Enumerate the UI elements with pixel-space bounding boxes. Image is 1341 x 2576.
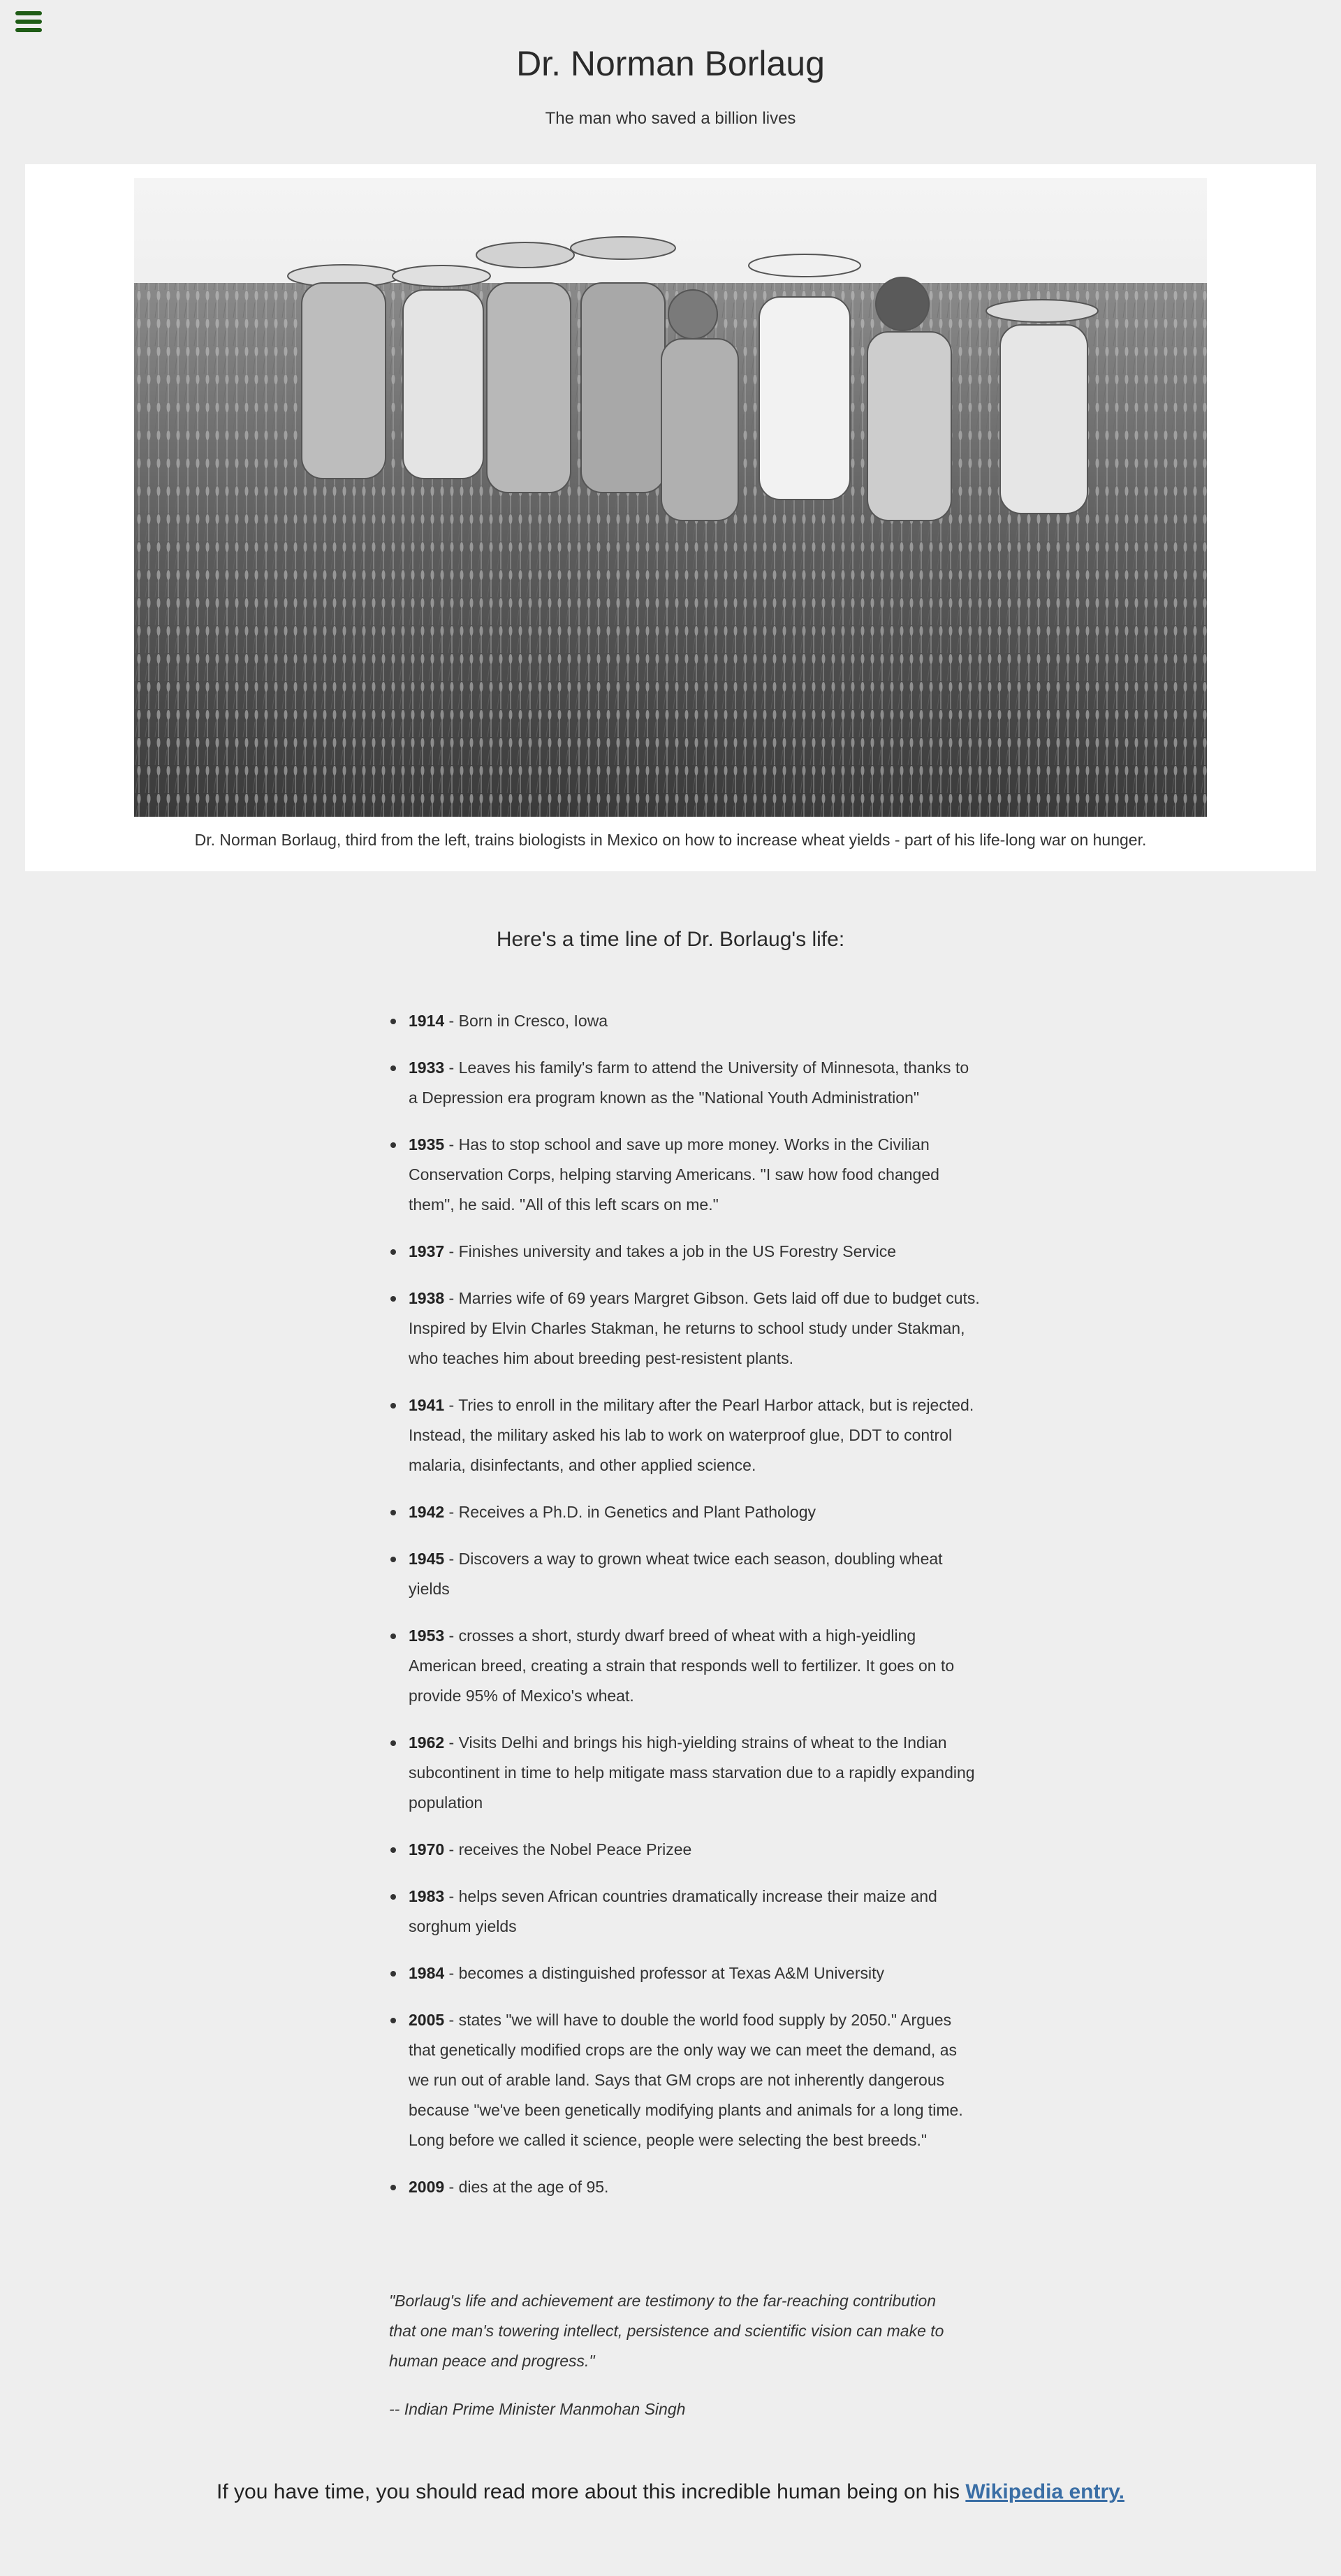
timeline-year: 1970 [409, 1840, 445, 1858]
timeline-year: 1942 [409, 1503, 445, 1521]
timeline-year: 1935 [409, 1135, 445, 1154]
timeline-text: - Marries wife of 69 years Margret Gibson. Gets laid off due to budget cuts. Inspired by Elvin Charles Stakman, he returns to school study under Stakman, who teaches him about breeding pest-resistent plants. [409, 1289, 980, 1367]
list-item [409, 1283, 981, 1374]
timeline-year: 2009 [409, 2178, 445, 2196]
figure-card [25, 164, 1316, 871]
list-item [409, 2005, 981, 2155]
footer-text: If you have time, you should read more about this incredible human being on his [217, 2480, 966, 2503]
timeline-text: - helps seven African countries dramatically increase their maize and sorghum yields [409, 1887, 937, 1935]
list-item [409, 1130, 981, 1220]
timeline-year: 1938 [409, 1289, 445, 1307]
menu-bar [15, 28, 42, 32]
timeline-year: 2005 [409, 2011, 445, 2029]
list-item [409, 1882, 981, 1942]
timeline-year: 1933 [409, 1058, 445, 1077]
list-item [409, 1237, 981, 1267]
timeline-year: 1953 [409, 1627, 445, 1645]
timeline-year: 1983 [409, 1887, 445, 1905]
timeline-heading: Here's a time line of Dr. Borlaug's life: [496, 928, 845, 951]
quote-text: "Borlaug's life and achievement are testimony to the far-reaching contribution that one man's towering intellect, persistence and scientific vision can make to human peace and progress." [389, 2292, 944, 2370]
menu-bar [15, 20, 42, 24]
wikipedia-link[interactable]: Wikipedia entry. [965, 2480, 1124, 2503]
timeline-text: - Visits Delhi and brings his high-yielding strains of wheat to the Indian subcontinent in time to help mitigate mass starvation due to a rapidly expanding population [409, 1733, 975, 1812]
hamburger-menu-icon[interactable] [15, 11, 42, 35]
photo-caption: Dr. Norman Borlaug, third from the left, trains biologists in Mexico on how to increase wheat yields - part of his life-long war on hunger. [194, 831, 1147, 849]
timeline-year: 1962 [409, 1733, 445, 1752]
timeline-text: - Has to stop school and save up more money. Works in the Civilian Conservation Corps, helping starving Americans. "I saw how food changed them", he said. "All of this left scars on me." [409, 1135, 939, 1214]
list-item [409, 1728, 981, 1818]
quote-block [389, 2286, 948, 2424]
timeline-text: - Tries to enroll in the military after the Pearl Harbor attack, but is rejected. Instead, the military asked his lab to work on waterproof glue, DDT to control malaria, disinfectants, and other applied science. [409, 1396, 974, 1474]
footer-line [0, 2480, 1341, 2504]
timeline-text: - Finishes university and takes a job in the US Forestry Service [444, 1242, 896, 1260]
list-item [409, 1544, 981, 1604]
page-title: Dr. Norman Borlaug [516, 44, 825, 83]
page-subtitle: The man who saved a billion lives [545, 109, 796, 128]
timeline-year: 1914 [409, 1012, 445, 1030]
list-item [409, 1835, 981, 1865]
timeline-text: - crosses a short, sturdy dwarf breed of wheat with a high-yeidling American breed, creating a strain that responds well to fertilizer. It goes on to provide 95% of Mexico's wheat. [409, 1627, 955, 1705]
timeline-text: - Born in Cresco, Iowa [444, 1012, 608, 1030]
timeline-year: 1937 [409, 1242, 445, 1260]
list-item [409, 1390, 981, 1480]
list-item [409, 1958, 981, 1988]
quote-attribution: -- Indian Prime Minister Manmohan Singh [389, 2400, 686, 2418]
menu-bar [15, 11, 42, 15]
timeline-year: 1941 [409, 1396, 445, 1414]
timeline-text: - receives the Nobel Peace Prizee [444, 1840, 692, 1858]
timeline-text: - Leaves his family's farm to attend the University of Minnesota, thanks to a Depression era program known as the "National Youth Administration" [409, 1058, 969, 1107]
list-item [409, 2172, 981, 2202]
timeline-year: 1945 [409, 1550, 445, 1568]
list-item [409, 1621, 981, 1711]
timeline-text: - becomes a distinguished professor at Texas A&M University [444, 1964, 884, 1982]
timeline-list [409, 1006, 981, 2219]
timeline-text: - Discovers a way to grown wheat twice each season, doubling wheat yields [409, 1550, 943, 1598]
timeline-text: - states "we will have to double the world food supply by 2050." Argues that genetically modified crops are the only way we can meet the demand, as we run out of arable land. Says that GM crops are not inherently dangerous because "we've been genetically modifying plants and animals for a long time. Long before we called it science, people were selecting the best breeds." [409, 2011, 963, 2149]
borlaug-photo [134, 178, 1207, 817]
list-item [409, 1053, 981, 1113]
timeline-year: 1984 [409, 1964, 445, 1982]
timeline-text: - dies at the age of 95. [444, 2178, 609, 2196]
timeline-text: - Receives a Ph.D. in Genetics and Plant Pathology [444, 1503, 816, 1521]
list-item [409, 1497, 981, 1527]
list-item [409, 1006, 981, 1036]
